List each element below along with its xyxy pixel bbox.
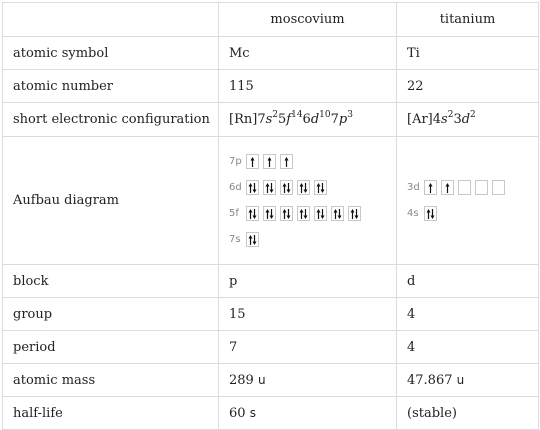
orbital-row (407, 179, 528, 197)
spin-up-arrow-icon (427, 209, 431, 219)
orbital-label: 7p (229, 156, 242, 167)
spin-up-arrow-icon (268, 157, 272, 167)
orbital-label: 7s (229, 234, 241, 245)
spin-up-arrow-icon (283, 209, 287, 219)
config-core: [Rn] (229, 112, 258, 127)
moscovium-half-life: 60 s (219, 397, 397, 430)
titanium-atomic-number: 22 (397, 70, 539, 103)
row-label-atomic-number: atomic number (3, 70, 219, 103)
orbital-box (475, 180, 488, 195)
orbital-box (492, 180, 505, 195)
row-label-short-config: short electronic configuration (3, 103, 219, 137)
orbital-row (407, 205, 528, 223)
moscovium-atomic-mass: 289 u (219, 364, 397, 397)
orbital-box (246, 206, 259, 221)
spin-up-arrow-icon (249, 209, 253, 219)
config-term: $3d^2$ (453, 109, 476, 127)
spin-down-arrow-icon (355, 209, 359, 219)
column-header-titanium: titanium (397, 3, 539, 37)
spin-down-arrow-icon (287, 209, 291, 219)
moscovium-group: 15 (219, 298, 397, 331)
spin-down-arrow-icon (321, 183, 325, 193)
row-label-block: block (3, 265, 219, 298)
column-header-moscovium: moscovium (219, 3, 397, 37)
spin-down-arrow-icon (270, 209, 274, 219)
row-label-aufbau: Aufbau diagram (3, 137, 219, 265)
config-term: $5f^{14}$ (278, 109, 303, 127)
titanium-atomic-symbol: Ti (397, 37, 539, 70)
spin-up-arrow-icon (334, 209, 338, 219)
orbital-box (441, 180, 454, 195)
spin-up-arrow-icon (285, 157, 289, 167)
spin-up-arrow-icon (317, 183, 321, 193)
orbital-label: 3d (407, 182, 420, 193)
orbital-row (229, 179, 386, 197)
spin-down-arrow-icon (270, 183, 274, 193)
moscovium-period: 7 (219, 331, 397, 364)
moscovium-aufbau-diagram (219, 137, 397, 265)
titanium-aufbau-diagram (397, 137, 539, 265)
orbital-label: 5f (229, 208, 239, 219)
row-label-period: period (3, 331, 219, 364)
aufbau-diagram (229, 141, 386, 261)
row-label-atomic-symbol: atomic symbol (3, 37, 219, 70)
table-row (3, 37, 539, 70)
spin-up-arrow-icon (446, 183, 450, 193)
titanium-group: 4 (397, 298, 539, 331)
orbital-box (297, 206, 310, 221)
table-row (3, 397, 539, 430)
table-row (3, 137, 539, 265)
orbital-box (246, 154, 259, 169)
orbital-box (424, 180, 437, 195)
header-row (3, 3, 539, 37)
row-label-group: group (3, 298, 219, 331)
orbital-label: 4s (407, 208, 419, 219)
spin-down-arrow-icon (338, 209, 342, 219)
spin-down-arrow-icon (304, 183, 308, 193)
spin-up-arrow-icon (249, 235, 253, 245)
moscovium-block: p (219, 265, 397, 298)
config-term: $7s^2$ (257, 109, 278, 127)
header-empty-cell (3, 3, 219, 37)
spin-down-arrow-icon (253, 209, 257, 219)
spin-down-arrow-icon (253, 183, 257, 193)
titanium-period: 4 (397, 331, 539, 364)
spin-down-arrow-icon (321, 209, 325, 219)
orbital-row (229, 231, 386, 249)
table-row (3, 331, 539, 364)
spin-down-arrow-icon (253, 235, 257, 245)
table-row (3, 70, 539, 103)
table-row (3, 103, 539, 137)
moscovium-atomic-symbol: Mc (219, 37, 397, 70)
table-row (3, 298, 539, 331)
orbital-box (280, 154, 293, 169)
orbital-box (348, 206, 361, 221)
orbital-box (280, 180, 293, 195)
row-label-atomic-mass: atomic mass (3, 364, 219, 397)
spin-up-arrow-icon (300, 209, 304, 219)
orbital-label: 6d (229, 182, 242, 193)
orbital-box (314, 206, 327, 221)
orbital-box (280, 206, 293, 221)
spin-down-arrow-icon (431, 209, 435, 219)
orbital-box (331, 206, 344, 221)
titanium-short-config (397, 103, 539, 137)
config-term: $7p^3$ (330, 109, 353, 127)
spin-down-arrow-icon (304, 209, 308, 219)
orbital-box (263, 180, 276, 195)
orbital-box (458, 180, 471, 195)
comparison-table (2, 2, 539, 430)
spin-up-arrow-icon (429, 183, 433, 193)
moscovium-atomic-number: 115 (219, 70, 397, 103)
spin-up-arrow-icon (251, 157, 255, 167)
titanium-block: d (397, 265, 539, 298)
orbital-box (246, 232, 259, 247)
config-term: $6d^{10}$ (302, 109, 331, 127)
titanium-atomic-mass: 47.867 u (397, 364, 539, 397)
spin-up-arrow-icon (317, 209, 321, 219)
spin-up-arrow-icon (351, 209, 355, 219)
spin-up-arrow-icon (266, 183, 270, 193)
orbital-box (314, 180, 327, 195)
spin-up-arrow-icon (266, 209, 270, 219)
table-row (3, 265, 539, 298)
spin-up-arrow-icon (249, 183, 253, 193)
config-term: $4s^2$ (432, 109, 454, 127)
orbital-box (424, 206, 437, 221)
aufbau-diagram (407, 167, 528, 235)
spin-up-arrow-icon (283, 183, 287, 193)
row-label-half-life: half-life (3, 397, 219, 430)
moscovium-short-config (219, 103, 397, 137)
orbital-row (229, 153, 386, 171)
spin-up-arrow-icon (300, 183, 304, 193)
titanium-half-life: (stable) (397, 397, 539, 430)
table-row (3, 364, 539, 397)
orbital-row (229, 205, 386, 223)
orbital-box (263, 154, 276, 169)
orbital-box (297, 180, 310, 195)
orbital-box (263, 206, 276, 221)
orbital-box (246, 180, 259, 195)
spin-down-arrow-icon (287, 183, 291, 193)
config-core: [Ar] (407, 112, 433, 127)
